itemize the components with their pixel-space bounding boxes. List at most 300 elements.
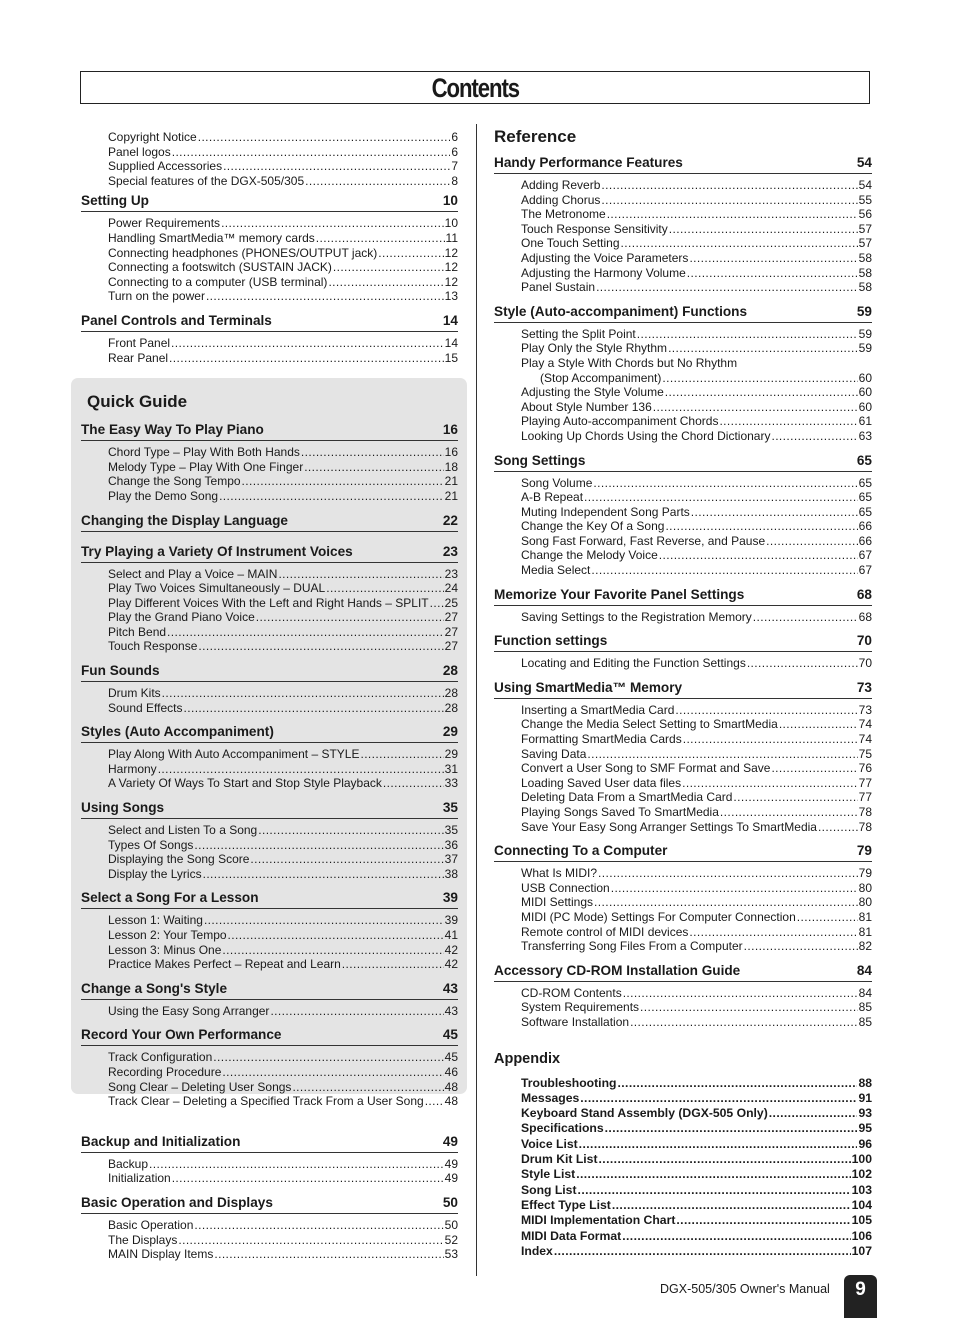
toc-entry-page: 75	[858, 746, 872, 761]
toc-entry-specifications[interactable]	[494, 1121, 872, 1136]
toc-entry-play-only-the-style-rhythm[interactable]	[494, 341, 872, 356]
toc-entry-page: 59	[858, 326, 872, 341]
toc-entry-title: Melody Type – Play With One Finger	[108, 459, 304, 474]
toc-entry-special-features-of-the-dgx-505-305[interactable]	[81, 174, 458, 189]
dot-leader	[818, 820, 858, 835]
toc-entry-system-requirements[interactable]	[494, 1000, 872, 1015]
toc-entry-types-of-songs[interactable]	[81, 838, 458, 853]
toc-entry-page: 6	[451, 144, 458, 159]
toc-entry-page: 11	[445, 230, 458, 245]
toc-entry-song-fast-forward-fast-reverse-and-pause[interactable]	[494, 534, 872, 549]
section-panel-controls-and-terminals[interactable]	[81, 312, 458, 332]
toc-entry-playing-auto-accompaniment-chords[interactable]	[494, 414, 872, 429]
toc-entry-the-metronome[interactable]	[494, 207, 872, 222]
dot-leader	[172, 145, 451, 160]
toc-entry-playing-songs-saved-to-smartmedia[interactable]	[494, 805, 872, 820]
dot-leader	[169, 351, 444, 366]
section-backup-and-initialization[interactable]	[81, 1133, 458, 1153]
toc-entry-title: Loading Saved User data files	[521, 775, 682, 790]
toc-entry-connecting-to-a-computer-usb-terminal[interactable]	[81, 275, 458, 290]
section-function-settings[interactable]	[494, 632, 872, 652]
dot-leader	[326, 581, 443, 596]
toc-entry-title: Displaying the Song Score	[108, 852, 250, 867]
toc-entry-convert-a-user-song-to-smf-format-and-save[interactable]	[494, 761, 872, 776]
toc-entry-page: 15	[444, 350, 458, 365]
toc-items	[81, 743, 458, 791]
right-column	[494, 126, 872, 1259]
toc-entry-rear-panel[interactable]	[81, 351, 458, 366]
dot-leader	[378, 246, 443, 261]
toc-entry-title: The Metronome	[521, 207, 606, 222]
toc-entry-title: Song Clear – Deleting User Songs	[108, 1079, 292, 1094]
toc-entry-page: 27	[444, 639, 458, 654]
toc-entry-title: Rear Panel	[108, 350, 169, 365]
section-page: 68	[856, 586, 872, 602]
toc-items	[81, 1214, 458, 1262]
section-using-songs[interactable]	[81, 799, 458, 819]
dot-leader	[250, 852, 443, 867]
toc-entry-using-the-easy-song-arranger[interactable]	[81, 1004, 458, 1019]
toc-entry-locating-and-editing-the-function-settings[interactable]	[494, 656, 872, 671]
toc-entry-title: Lesson 3: Minus One	[108, 942, 222, 957]
toc-entry-page: 81	[858, 924, 872, 939]
toc-entry-page: 70	[858, 656, 872, 671]
toc-entry-midi-pc-mode-settings-for-computer-connection[interactable]	[494, 910, 872, 925]
toc-entry-title: MIDI Data Format	[521, 1228, 622, 1243]
toc-entry-page: 12	[444, 260, 458, 275]
toc-entry-select-and-play-a-voice-main[interactable]	[81, 567, 458, 582]
toc-entry-saving-settings-to-the-registration-memory[interactable]	[494, 610, 872, 625]
section-page: 50	[442, 1194, 458, 1210]
toc-entry-page: 52	[444, 1232, 458, 1247]
toc-entry-pitch-bend[interactable]	[81, 625, 458, 640]
dot-leader	[640, 1000, 858, 1015]
toc-entry-title: Lesson 2: Your Tempo	[108, 928, 227, 942]
toc-entry-song-volume[interactable]	[494, 476, 872, 491]
dot-leader	[598, 866, 858, 881]
dot-leader	[599, 1152, 851, 1167]
toc-entry-title: Lesson 1: Waiting	[108, 913, 203, 928]
toc-entry-title: MIDI Implementation Chart	[521, 1213, 676, 1228]
section-the-easy-way-to-play-piano[interactable]	[81, 421, 458, 441]
toc-items	[81, 1046, 458, 1108]
toc-entry-title: About Style Number 136	[521, 399, 652, 414]
toc-entry-change-the-media-select-setting-to-smartmedia[interactable]	[494, 717, 872, 732]
toc-entry-midi-data-format[interactable]	[494, 1229, 872, 1244]
dot-leader	[591, 563, 857, 578]
toc-entry-title: Touch Response	[108, 639, 198, 654]
toc-entry-page: 107	[851, 1243, 872, 1258]
toc-entry-troubleshooting[interactable]	[494, 1076, 872, 1091]
toc-entry-page: 80	[858, 895, 872, 910]
toc-entry-transferring-song-files-from-a-computer[interactable]	[494, 939, 872, 954]
toc-entry-title: Connecting to a computer (USB terminal)	[108, 274, 328, 289]
toc-entry-page: 58	[858, 250, 872, 265]
toc-entry-looking-up-chords-using-the-chord-dictionary[interactable]	[494, 429, 872, 444]
toc-entry-one-touch-setting[interactable]	[494, 236, 872, 251]
dot-leader	[683, 732, 858, 747]
dot-leader	[668, 341, 858, 356]
toc-entry-a-variety-of-ways-to-start-and-stop-style-playback[interactable]	[81, 776, 458, 791]
toc-entry-page: 25	[444, 595, 458, 610]
dot-leader	[753, 610, 858, 625]
toc-entry-drum-kit-list[interactable]	[494, 1152, 872, 1167]
toc-entry-touch-response[interactable]	[81, 639, 458, 654]
dot-leader	[747, 656, 858, 671]
section-accessory-cd-rom-installation-guide[interactable]	[494, 962, 872, 982]
toc-entry-page: 65	[858, 490, 872, 505]
dot-leader	[219, 489, 444, 504]
toc-entry-midi-settings[interactable]	[494, 895, 872, 910]
toc-items	[494, 323, 872, 444]
toc-entry-page: 65	[858, 475, 872, 490]
toc-entry-play-two-voices-simultaneously-dual[interactable]	[81, 581, 458, 596]
toc-entry-play-along-with-auto-accompaniment-style[interactable]	[81, 747, 458, 762]
section-changing-the-display-language[interactable]	[81, 512, 458, 532]
dot-leader	[766, 534, 858, 549]
section-record-your-own-performance[interactable]	[81, 1026, 458, 1046]
section-title: The Easy Way To Play Piano	[81, 422, 264, 438]
toc-entry-title: Play Along With Auto Accompaniment – STYLE	[108, 747, 360, 762]
section-change-a-song-s-style[interactable]	[81, 980, 458, 1000]
dot-leader	[720, 805, 858, 820]
toc-entry-style-list[interactable]	[494, 1167, 872, 1182]
section-title: Song Settings	[494, 452, 586, 468]
dot-leader	[256, 610, 444, 625]
toc-entry-play-a-style-with-chords-but-no-rhythm[interactable]	[494, 356, 872, 371]
toc-entry-page: 61	[858, 414, 872, 429]
toc-entry-usb-connection[interactable]	[494, 881, 872, 896]
toc-entry-drum-kits[interactable]	[81, 686, 458, 701]
toc-entry-page: 85	[858, 1000, 872, 1015]
toc-entry-title: Adjusting the Style Volume	[521, 385, 664, 400]
section-song-settings[interactable]	[494, 452, 872, 472]
dot-leader	[797, 910, 858, 925]
dot-leader	[171, 336, 444, 351]
section-basic-operation-and-displays[interactable]	[81, 1194, 458, 1214]
toc-entry-page: 33	[444, 776, 458, 791]
toc-entry-page: 29	[444, 747, 458, 762]
toc-entry-inserting-a-smartmedia-card[interactable]	[494, 703, 872, 718]
toc-entry-panel-logos[interactable]	[81, 145, 458, 160]
toc-items	[81, 332, 458, 365]
dot-leader	[222, 943, 443, 958]
toc-entry-title: Save Your Easy Song Arranger Settings To SmartMedia	[521, 819, 817, 834]
toc-items	[81, 126, 458, 188]
toc-entry-title: Effect Type List	[521, 1197, 611, 1212]
section-style-auto-accompaniment-functions[interactable]	[494, 303, 872, 323]
toc-entry-play-different-voices-with-the-left-and-right-hands-split[interactable]	[81, 596, 458, 611]
section-setting-up[interactable]	[81, 192, 458, 212]
toc-entry-page: 12	[444, 245, 458, 260]
toc-entry-page: 96	[858, 1136, 872, 1151]
toc-entry-track-clear-deleting-a-specified-track-from-a-user-song[interactable]	[81, 1094, 458, 1109]
toc-entry-title: Harmony	[108, 761, 157, 776]
toc-items	[81, 212, 458, 304]
toc-items	[81, 441, 458, 503]
toc-items	[81, 909, 458, 971]
toc-entry-copyright-notice[interactable]	[81, 130, 458, 145]
toc-entry-title: Convert a User Song to SMF Format and Save	[521, 761, 771, 776]
dot-leader	[689, 925, 857, 940]
toc-entry-page: 65	[858, 504, 872, 519]
toc-entry-lesson-2-your-tempo[interactable]	[81, 928, 458, 943]
toc-entry-page: 48	[444, 1079, 458, 1094]
toc-entry-page: 67	[858, 548, 872, 563]
toc-entry-page: 74	[858, 732, 872, 747]
dot-leader	[292, 1080, 443, 1095]
toc-entry-panel-sustain[interactable]	[494, 280, 872, 295]
toc-entry-setting-the-split-point[interactable]	[494, 327, 872, 342]
toc-entry-page: 45	[444, 1050, 458, 1065]
toc-entry-page: 6	[451, 130, 458, 144]
section-handy-performance-features[interactable]	[494, 154, 872, 174]
dot-leader	[594, 895, 858, 910]
toc-entry-adding-reverb[interactable]	[494, 178, 872, 193]
toc-entry-title: Adding Chorus	[521, 192, 601, 207]
dot-leader	[579, 1137, 858, 1152]
dot-leader	[576, 1167, 850, 1182]
toc-entry-page: 28	[444, 700, 458, 715]
toc-entry-title: Song List	[521, 1182, 577, 1197]
toc-entry-index[interactable]	[494, 1244, 872, 1259]
dot-leader	[204, 913, 444, 928]
section-title: Style (Auto-accompaniment) Functions	[494, 303, 748, 319]
section-try-playing-a-variety-of-instrument-voices[interactable]	[81, 543, 458, 563]
toc-entry-title: Troubleshooting	[521, 1075, 617, 1090]
toc-entry-practice-makes-perfect-repeat-and-learn[interactable]	[81, 957, 458, 972]
section-page: 79	[856, 843, 872, 859]
toc-entry-title: Panel Sustain	[521, 280, 596, 295]
dot-leader	[584, 490, 858, 505]
toc-entry-backup[interactable]	[81, 1157, 458, 1172]
toc-entry-title: CD-ROM Contents	[521, 985, 622, 1000]
toc-entry-power-requirements[interactable]	[81, 216, 458, 231]
toc-entry-muting-independent-song-parts[interactable]	[494, 505, 872, 520]
toc-entry-supplied-accessories[interactable]	[81, 159, 458, 174]
toc-entry-adding-chorus[interactable]	[494, 193, 872, 208]
toc-entry-basic-operation[interactable]	[81, 1218, 458, 1233]
toc-entry-cd-rom-contents[interactable]	[494, 986, 872, 1001]
toc-entry-title: Special features of the DGX-505/305	[108, 173, 305, 188]
toc-entry-play-the-grand-piano-voice[interactable]	[81, 610, 458, 625]
section-title: Changing the Display Language	[81, 512, 288, 528]
section-fun-sounds[interactable]	[81, 662, 458, 682]
toc-entry-formatting-smartmedia-cards[interactable]	[494, 732, 872, 747]
dot-leader	[328, 275, 443, 290]
toc-entry-adjusting-the-voice-parameters[interactable]	[494, 251, 872, 266]
toc-entry-front-panel[interactable]	[81, 336, 458, 351]
dot-leader	[744, 939, 858, 954]
toc-entry-turn-on-the-power[interactable]	[81, 289, 458, 304]
section-select-a-song-for-a-lesson[interactable]	[81, 889, 458, 909]
toc-entry-page: 95	[858, 1121, 872, 1136]
toc-entry-midi-implementation-chart[interactable]	[494, 1213, 872, 1228]
toc-entry-play-the-demo-song[interactable]	[81, 489, 458, 504]
toc-entry-page: 16	[444, 445, 458, 460]
toc-entry-media-select[interactable]	[494, 563, 872, 578]
toc-entry-page: 78	[858, 819, 872, 834]
toc-items	[81, 819, 458, 881]
toc-entry-melody-type-play-with-one-finger[interactable]	[81, 460, 458, 475]
toc-entry-title: Play a Style With Chords but No Rhythm	[521, 355, 738, 370]
heading-appendix: Appendix	[494, 1050, 561, 1067]
toc-entry-title: Play the Demo Song	[108, 488, 219, 503]
section-page: 23	[442, 543, 458, 559]
section-styles-auto-accompaniment[interactable]	[81, 723, 458, 743]
dot-leader	[675, 703, 857, 718]
dot-leader	[607, 207, 858, 222]
toc-entry-chord-type-play-with-both-hands[interactable]	[81, 445, 458, 460]
toc-entry-track-configuration[interactable]	[81, 1050, 458, 1065]
toc-entry-harmony[interactable]	[81, 762, 458, 777]
toc-entry-change-the-song-tempo[interactable]	[81, 474, 458, 489]
toc-entry-displaying-the-song-score[interactable]	[81, 852, 458, 867]
toc-entry-main-display-items[interactable]	[81, 1247, 458, 1262]
toc-entry-software-installation[interactable]	[494, 1015, 872, 1030]
toc-items	[494, 606, 872, 625]
dot-leader	[617, 1076, 857, 1091]
toc-entry-change-the-melody-voice[interactable]	[494, 548, 872, 563]
toc-entry-title: Play Two Voices Simultaneously – DUAL	[108, 581, 326, 596]
toc-entry-page: 85	[858, 1014, 872, 1029]
toc-entry-about-style-number-136[interactable]	[494, 400, 872, 415]
toc-entry-title: Handling SmartMedia™ memory cards	[108, 230, 315, 245]
toc-entry-title: Looking Up Chords Using the Chord Dictionary	[521, 428, 771, 443]
toc-entry-page: 59	[858, 341, 872, 356]
toc-entry-touch-response-sensitivity[interactable]	[494, 222, 872, 237]
toc-entry-title: Basic Operation	[108, 1217, 194, 1232]
section-title: Try Playing a Variety Of Instrument Voices	[81, 543, 353, 559]
toc-entry-effect-type-list[interactable]	[494, 1198, 872, 1213]
dot-leader	[203, 867, 444, 882]
toc-entry-title: Adjusting the Voice Parameters	[521, 250, 689, 265]
section-using-smartmedia-memory[interactable]	[494, 679, 872, 699]
dot-leader	[622, 1229, 850, 1244]
toc-entry-title: Select and Play a Voice – MAIN	[108, 566, 278, 581]
section-page: 43	[442, 980, 458, 996]
toc-entry-adjusting-the-style-volume[interactable]	[494, 385, 872, 400]
toc-entry-lesson-1-waiting[interactable]	[81, 913, 458, 928]
toc-entry-lesson-3-minus-one[interactable]	[81, 943, 458, 958]
toc-entry-initialization[interactable]	[81, 1171, 458, 1186]
toc-entry-title: Change the Key Of a Song	[521, 519, 665, 534]
dot-leader	[623, 986, 858, 1001]
section-page: 28	[442, 663, 458, 679]
dot-leader	[601, 193, 857, 208]
toc-entry-title: Saving Settings to the Registration Memory	[521, 609, 752, 624]
toc-entry-handling-smartmedia-memory-cards[interactable]	[81, 231, 458, 246]
dot-leader	[167, 625, 444, 640]
toc-entry-title: Track Clear – Deleting a Specified Track From a User Song	[108, 1094, 424, 1109]
toc-items	[81, 563, 458, 655]
toc-entry-title: Song Fast Forward, Fast Reverse, and Pause	[521, 533, 766, 548]
toc-entry-page: 18	[444, 459, 458, 474]
contents-title-box	[80, 71, 870, 104]
toc-entry-title: Setting the Split Point	[521, 326, 636, 341]
toc-entry-remote-control-of-midi-devices[interactable]	[494, 925, 872, 940]
toc-entry-page: 53	[444, 1247, 458, 1262]
dot-leader	[178, 1233, 443, 1248]
toc-entry-page: 56	[858, 207, 872, 222]
toc-entry-title: Chord Type – Play With Both Hands	[108, 445, 300, 460]
toc-entry-a-b-repeat[interactable]	[494, 490, 872, 505]
section-page: 35	[442, 800, 458, 816]
dot-leader	[430, 596, 444, 611]
toc-entry-title: Supplied Accessories	[108, 159, 223, 174]
toc-entry-page: 37	[444, 852, 458, 867]
toc-entry-display-the-lyrics[interactable]	[81, 867, 458, 882]
dot-leader	[733, 790, 857, 805]
toc-entry-what-is-midi[interactable]	[494, 866, 872, 881]
toc-entry-page: 50	[444, 1217, 458, 1232]
toc-entry-connecting-headphones-phones-output-jack[interactable]	[81, 246, 458, 261]
section-title: Memorize Your Favorite Panel Settings	[494, 586, 745, 602]
toc-entry-page: 66	[858, 519, 872, 534]
toc-entry-connecting-a-footswitch-sustain-jack[interactable]	[81, 260, 458, 275]
toc-entry-song-clear-deleting-user-songs[interactable]	[81, 1080, 458, 1095]
toc-entry-sound-effects[interactable]	[81, 701, 458, 716]
section-connecting-to-a-computer[interactable]	[494, 842, 872, 862]
toc-entry-the-displays[interactable]	[81, 1233, 458, 1248]
toc-entry-page: 93	[858, 1106, 872, 1121]
dot-leader	[194, 1218, 443, 1233]
toc-entry-page: 49	[444, 1156, 458, 1171]
toc-entry-page: 88	[858, 1075, 872, 1090]
section-title: Function settings	[494, 633, 608, 649]
toc-entry-title: Touch Response Sensitivity	[521, 221, 668, 236]
toc-entry-page: 105	[851, 1213, 872, 1228]
dot-leader	[228, 928, 444, 943]
dot-leader	[172, 1171, 444, 1186]
toc-items	[494, 174, 872, 295]
toc-entry-recording-procedure[interactable]	[81, 1065, 458, 1080]
toc-entry-page: 60	[858, 370, 872, 385]
toc-entry-deleting-data-from-a-smartmedia-card[interactable]	[494, 790, 872, 805]
toc-entry-select-and-listen-to-a-song[interactable]	[81, 823, 458, 838]
toc-entry-title: What Is MIDI?	[521, 866, 598, 881]
toc-entry-page: 39	[444, 913, 458, 928]
dot-leader	[278, 567, 443, 582]
toc-entry-page: 49	[444, 1171, 458, 1186]
section-title: Panel Controls and Terminals	[81, 312, 272, 328]
toc-items	[81, 1000, 458, 1019]
toc-entry-adjusting-the-harmony-volume[interactable]	[494, 266, 872, 281]
toc-entry-page: 73	[858, 702, 872, 717]
toc-entry-keyboard-stand-assembly-dgx-505-only[interactable]	[494, 1106, 872, 1121]
section-page: 65	[856, 452, 872, 468]
toc-entry-change-the-key-of-a-song[interactable]	[494, 519, 872, 534]
dot-leader	[612, 1198, 851, 1213]
toc-entry-song-list[interactable]	[494, 1183, 872, 1198]
section-title: Using Songs	[81, 800, 165, 816]
toc-entry-voice-list[interactable]	[494, 1137, 872, 1152]
toc-entry-page: 48	[444, 1094, 458, 1109]
dot-leader	[605, 1121, 858, 1136]
toc-entry-title: Deleting Data From a SmartMedia Card	[521, 790, 733, 805]
section-page: 29	[442, 724, 458, 740]
toc-entry-stop-accompaniment[interactable]	[494, 371, 872, 386]
toc-entry-saving-data[interactable]	[494, 747, 872, 762]
toc-entry-title: Initialization	[108, 1171, 171, 1186]
section-page: 22	[442, 512, 458, 528]
toc-entry-title: Muting Independent Song Parts	[521, 504, 690, 519]
toc-entry-save-your-easy-song-arranger-settings-to-smartmedia[interactable]	[494, 820, 872, 835]
toc-entry-loading-saved-user-data-files[interactable]	[494, 776, 872, 791]
toc-entry-messages[interactable]	[494, 1091, 872, 1106]
section-memorize-your-favorite-panel-settings[interactable]	[494, 586, 872, 606]
dot-leader	[682, 776, 858, 791]
